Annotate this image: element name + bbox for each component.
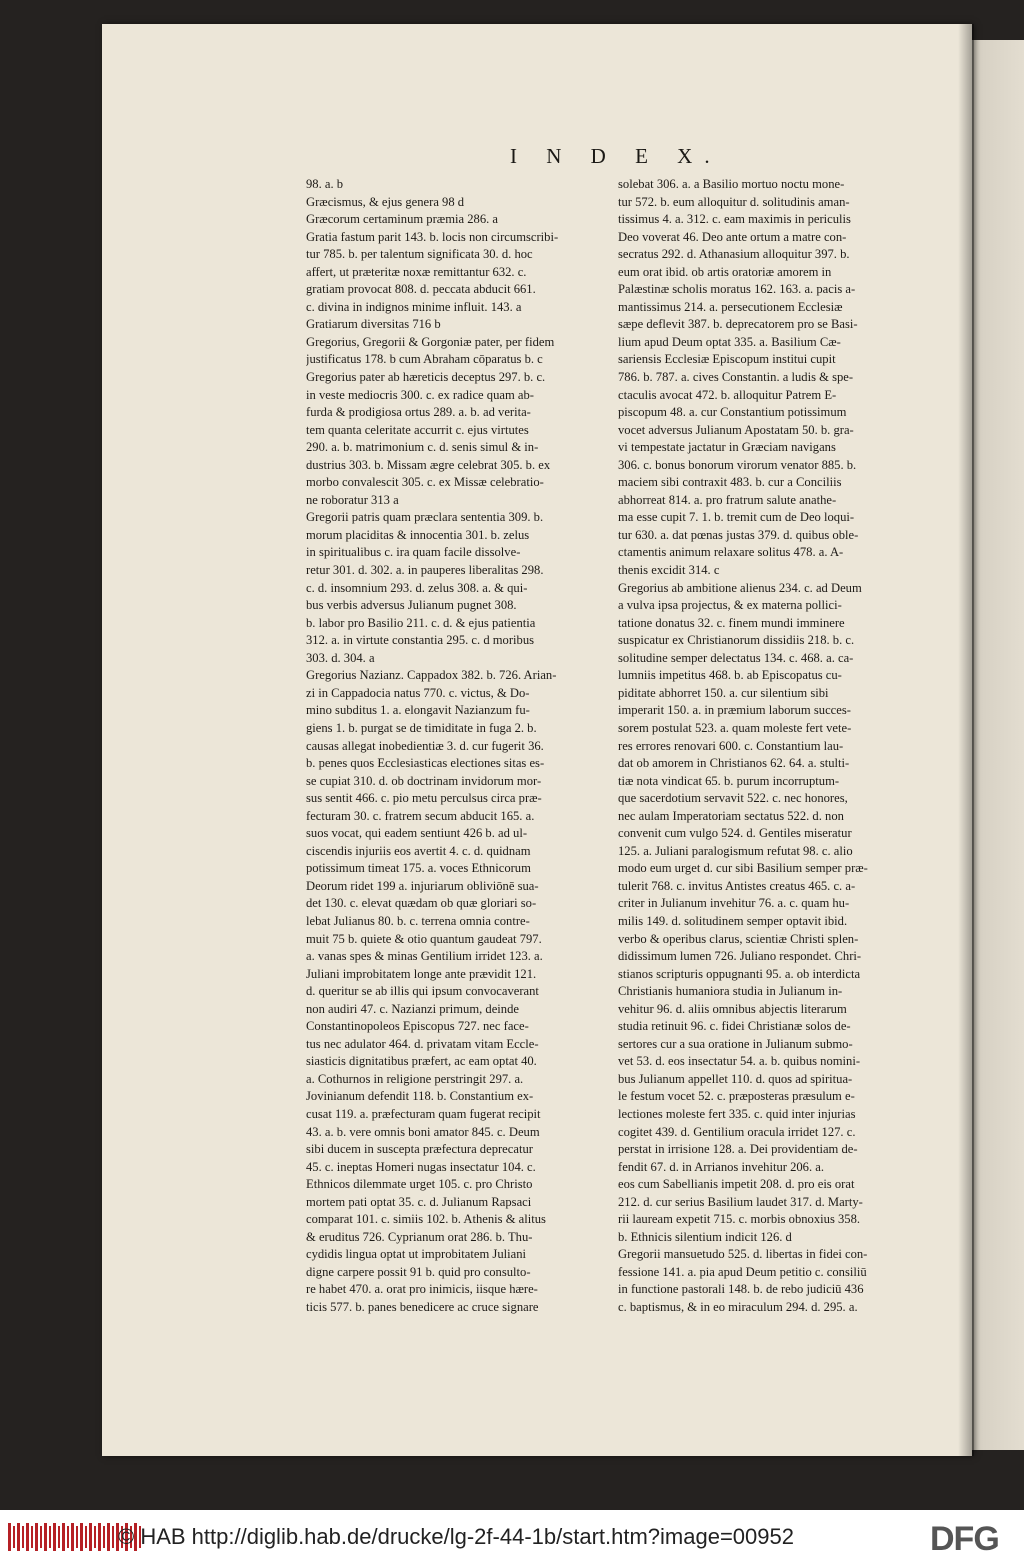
index-line: sertores cur a sua oratione in Julianum submo- xyxy=(618,1036,853,1051)
index-line: Ethnicos dilemmate urget 105. c. pro Christo xyxy=(306,1177,533,1192)
index-line: Gratiarum diversitas 716 b xyxy=(306,317,441,332)
index-line: giens 1. b. purgat se de timiditate in fuga 2. b. xyxy=(306,720,537,735)
index-line: a. vanas spes & minas Gentilium irridet 123. a. xyxy=(306,949,543,964)
index-line: sibi ducem in suscepta præfectura deprecatur xyxy=(306,1142,533,1157)
index-line: 98. a. b xyxy=(306,177,344,191)
index-line: tatione donatus 32. c. finem mundi imminere xyxy=(618,615,845,630)
index-line: piditate abhorret 150. a. cur silentium sibi xyxy=(618,685,829,700)
index-line: det 130. c. elevat quædam ob quæ gloriari so- xyxy=(306,896,537,911)
index-line: in functione pastorali 148. b. de rebo judiciū 436 xyxy=(618,1282,864,1297)
index-line: vi tempestate jactatur in Græciam navigans xyxy=(618,440,836,455)
index-line: in spiritualibus c. ira quam facile dissolve- xyxy=(306,545,521,560)
index-line: que sacerdotium servavit 522. c. nec honores, xyxy=(618,791,848,806)
index-line: dustrius 303. b. Missam ægre celebrat 305. b. ex xyxy=(306,457,551,472)
index-line: solebat 306. a. a Basilio mortuo noctu mone- xyxy=(618,177,845,191)
index-line: suos vocat, qui eadem sentiunt 426 b. ad ul- xyxy=(306,826,528,841)
index-line: verbo & operibus clarus, scientiæ Christi splen- xyxy=(618,931,859,946)
index-line: 212. d. cur serius Basilium laudet 317. d. Marty- xyxy=(618,1194,863,1209)
index-line: Græcismus, & ejus genera 98 d xyxy=(306,194,465,209)
index-line: d. queritur se ab illis qui ipsum convocaverant xyxy=(306,984,539,999)
index-column-right xyxy=(618,176,920,1317)
index-line: stianos scripturis oppugnanti 95. a. ob interdicta xyxy=(618,966,861,981)
index-line: modo eum urget d. cur sibi Basilium semper præ- xyxy=(618,861,868,876)
index-line: cusat 119. a. præfecturam quam fugerat recipit xyxy=(306,1106,541,1121)
index-line: res errores renovari 600. c. Constantium lau- xyxy=(618,738,844,753)
index-line: affert, ut præteritæ noxæ remittantur 632. c. xyxy=(306,264,527,279)
index-line: tur 785. b. per talentum significata 30. d. hoc xyxy=(306,247,533,262)
index-line: maciem sibi contraxit 483. b. cur a Conciliis xyxy=(618,475,842,490)
index-line: furda & prodigiosa ortus 289. a. b. ad verita- xyxy=(306,405,531,420)
index-line: convenit cum vulgo 524. d. Gentiles miseratur xyxy=(618,826,852,841)
index-line: Gregorius, Gregorii & Gorgoniæ pater, per fidem xyxy=(306,334,555,349)
index-line: vet 53. d. eos insectatur 54. a. b. quibus nomini- xyxy=(618,1054,861,1069)
index-line: retur 301. d. 302. a. in pauperes liberalitas 298. xyxy=(306,563,544,578)
index-line: criter in Julianum invehitur 76. a. c. quam hu- xyxy=(618,896,850,911)
index-line: morum placiditas & innocentia 301. b. zelus xyxy=(306,527,530,542)
index-line: Jovinianum defendit 118. b. Constantium ex- xyxy=(306,1089,534,1104)
index-line: comparat 101. c. simiis 102. b. Athenis & alitus xyxy=(306,1212,546,1227)
index-line: milis 149. d. solitudinem semper optavit ibid. xyxy=(618,913,848,928)
index-line: Gregorius Nazianz. Cappadox 382. b. 726. Arian- xyxy=(306,668,557,683)
index-line: didissimum lumen 726. Juliano respondet. Chri- xyxy=(618,949,862,964)
index-line: cogitet 439. d. Gentilium oracula irridet 127. c. xyxy=(618,1124,856,1139)
footer-bar xyxy=(0,1510,1024,1560)
index-line: fecturam 30. c. fratrem secum abducit 165. a. xyxy=(306,808,535,823)
index-line: sorem postulat 523. a. quam moleste fert vete- xyxy=(618,720,852,735)
index-line: tiæ nota vindicat 65. b. purum incorruptum- xyxy=(618,773,840,788)
index-line: Gregorii mansuetudo 525. d. libertas in fidei con- xyxy=(618,1247,868,1262)
index-line: bus Julianum appellet 110. d. quos ad spiritua- xyxy=(618,1071,853,1086)
index-line: morbo convalescit 305. c. ex Missæ celebratio- xyxy=(306,475,544,490)
index-line: gratiam provocat 808. d. peccata abducit 661. xyxy=(306,282,536,297)
index-line: cydidis lingua optat ut improbitatem Juliani xyxy=(306,1247,527,1262)
index-line: fessione 141. a. pia apud Deum petitio c. consiliū xyxy=(618,1264,867,1279)
index-line: mino subditus 1. a. elongavit Nazianzum fu- xyxy=(306,703,530,718)
index-line: Constantinopoleos Episcopus 727. nec face- xyxy=(306,1019,529,1034)
index-line: Gregorius ab ambitione alienus 234. c. ad Deum xyxy=(618,580,862,595)
index-line: Deorum ridet 199 a. injuriarum obliviōnē sua- xyxy=(306,878,539,893)
index-line: mortem pati optat 35. c. d. Julianum Rapsaci xyxy=(306,1194,532,1209)
index-line: ciscendis injuriis eos avertit 4. c. d. quidnam xyxy=(306,843,531,858)
index-line: Juliani improbitatem longe ante prævidit 121. xyxy=(306,966,537,981)
dfg-logo: DFG xyxy=(930,1520,999,1558)
index-line: lebat Julianus 80. b. c. terrena omnia contre- xyxy=(306,913,530,928)
index-line: lium apud Deum optat 335. a. Basilium Cæ- xyxy=(618,334,841,349)
index-line: solitudine semper delectatus 134. c. 468. a. ca- xyxy=(618,650,854,665)
copyright-link[interactable]: © HAB http://diglib.hab.de/drucke/lg-2f-44-1b/start.htm?image=00952 xyxy=(118,1524,794,1549)
index-line: & eruditus 726. Cyprianum orat 286. b. Thu- xyxy=(306,1229,533,1244)
index-line: suspicatur ex Christianorum dissidiis 218. b. c. xyxy=(618,633,855,648)
index-line: sæpe deflevit 387. b. deprecatorem pro se Basi- xyxy=(618,317,858,332)
index-line: mantissimus 214. a. persecutionem Ecclesiæ xyxy=(618,299,843,314)
index-line: le festum vocet 52. c. præposteras præsulum e- xyxy=(618,1089,855,1104)
index-line: vehitur 96. d. aliis omnibus abjectis literarum xyxy=(618,1001,847,1016)
index-line: thenis excidit 314. c xyxy=(618,563,720,578)
index-line: Gregorii patris quam præclara sententia 309. b. xyxy=(306,510,544,525)
index-line: secratus 292. d. Athanasium alloquitur 397. b. xyxy=(618,247,850,262)
index-line: eos cum Sabellianis impetit 208. d. pro eis orat xyxy=(618,1177,855,1192)
index-line: tus nec adulator 464. d. privatam vitam Eccle- xyxy=(306,1036,539,1051)
index-line: ma esse cupit 7. 1. b. tremit cum de Deo loqui- xyxy=(618,510,855,525)
index-line: Græcorum certaminum præmia 286. a xyxy=(306,212,499,227)
index-line: piscopum 48. a. cur Constantium potissimum xyxy=(618,405,847,420)
index-line: ticis 577. b. panes benedicere ac cruce signare xyxy=(306,1300,539,1314)
index-line: b. penes quos Ecclesiasticas electiones sitas es- xyxy=(306,756,545,771)
index-line: Christianis humaniora studia in Julianum in- xyxy=(618,984,843,999)
index-line: ne roboratur 313 a xyxy=(306,492,399,507)
index-line: 786. b. 787. a. cives Constantin. a ludis & spe- xyxy=(618,370,854,385)
index-line: in veste mediocris 300. c. ex radice quam ab- xyxy=(306,387,535,402)
index-line: zi in Cappadocia natus 770. c. victus, & Do- xyxy=(306,685,530,700)
page-header: I N D E X. xyxy=(510,144,722,168)
index-line: 290. a. b. matrimonium c. d. senis simul & in- xyxy=(306,440,539,455)
index-line: perstat in irrisione 128. a. Dei providentiam de- xyxy=(618,1142,858,1157)
gutter-shadow xyxy=(958,24,974,1456)
index-line: muit 75 b. quiete & otio quantum gaudeat 797. xyxy=(306,931,542,946)
index-line: c. divina in indignos minime influit. 143. a xyxy=(306,299,522,314)
index-line: 43. a. b. vere omnis boni amator 845. c. Deum xyxy=(306,1124,540,1139)
index-line: studia retinuit 96. c. fidei Christianæ solos de- xyxy=(618,1019,851,1034)
index-line: siasticis dignitatibus præfert, ac eam optat 40. xyxy=(306,1054,537,1069)
index-line: imperarit 150. a. in præmium laborum succes- xyxy=(618,703,851,718)
index-line: b. labor pro Basilio 211. c. d. & ejus patientia xyxy=(306,615,536,630)
index-line: sariensis Ecclesiæ Episcopum institui cupit xyxy=(618,352,836,367)
index-line: b. Ethnicis silentium indicit 126. d xyxy=(618,1229,792,1244)
index-line: ctaculis avocat 472. b. alloquitur Patrem E- xyxy=(618,387,837,402)
index-line: re habet 470. a. orat pro inimicis, iisque hære- xyxy=(306,1282,538,1297)
index-line: c. d. insomnium 293. d. zelus 308. a. & qui- xyxy=(306,580,528,595)
index-line: tur 572. b. eum alloquitur d. solitudinis aman- xyxy=(618,194,850,209)
index-line: 45. c. ineptas Homeri nugas insectatur 104. c. xyxy=(306,1159,536,1174)
index-line: Gregorius pater ab hæreticis deceptus 297. b. c. xyxy=(306,370,546,385)
index-line: a vulva ipsa projectus, & ex materna pollici- xyxy=(618,598,842,613)
index-line: 125. a. Juliani paralogismum refutat 98. c. alio xyxy=(618,843,853,858)
index-line: Gratia fastum parit 143. b. locis non circumscribi- xyxy=(306,229,559,244)
index-line: se cupiat 310. d. ob doctrinam invidorum mor- xyxy=(306,773,542,788)
index-line: causas allegat inobedientiæ 3. d. cur fugerit 36. xyxy=(306,738,544,753)
index-line: ctamentis animum relaxare solitus 478. a. A- xyxy=(618,545,844,560)
index-line: digne carpere possit 91 b. quid pro consulto- xyxy=(306,1264,531,1279)
index-line: bus verbis adversus Julianum pugnet 308. xyxy=(306,598,517,613)
index-line: dat ob amorem in Christianos 62. 64. a. stulti- xyxy=(618,756,850,771)
index-line: abhorreat 814. a. pro fratrum salute anathe- xyxy=(618,492,837,507)
index-line: lectiones moleste fert 335. c. quid inter injurias xyxy=(618,1106,856,1121)
index-line: vocet adversus Julianum Apostatam 50. b. gra- xyxy=(618,422,854,437)
index-line: lumniis impetitus 468. b. ab Episcopatus cu- xyxy=(618,668,842,683)
index-line: rii lauream expetit 715. c. morbis obnoxius 358. xyxy=(618,1212,861,1227)
index-line: Palæstinæ scholis moratus 162. 163. a. pacis a- xyxy=(618,282,856,297)
index-line: potissimum timeat 175. a. voces Ethnicorum xyxy=(306,861,531,876)
index-line: tissimus 4. a. 312. c. eam maximis in periculis xyxy=(618,212,851,227)
index-line: 303. d. 304. a xyxy=(306,650,375,665)
index-line: tulerit 768. c. invitus Antistes creatus 465. c. a- xyxy=(618,878,856,893)
index-line: a. Cothurnos in religione perstringit 297. a. xyxy=(306,1071,524,1086)
index-line: non audiri 47. c. Nazianzi primum, deinde xyxy=(306,1001,519,1016)
index-column-left xyxy=(306,176,606,1317)
index-line: tem quanta celeritate accurrit c. ejus virtutes xyxy=(306,422,529,437)
index-line: Deo voverat 46. Deo ante ortum a matre con- xyxy=(618,229,847,244)
index-line: eum orat ibid. ob artis oratoriæ amorem in xyxy=(618,264,832,279)
index-line: 312. a. in virtute constantia 295. c. d moribus xyxy=(306,633,535,648)
index-line: 306. c. bonus bonorum virorum venator 885. b. xyxy=(618,457,857,472)
next-page-edge xyxy=(966,40,1024,1450)
index-line: fendit 67. d. in Arrianos invehitur 206. a. xyxy=(618,1159,825,1174)
index-line: c. baptismus, & in eo miraculum 294. d. 295. a. xyxy=(618,1300,858,1314)
index-line: justificatus 178. b cum Abraham cōparatus b. c xyxy=(306,352,543,367)
index-line: tur 630. a. dat pœnas justas 379. d. quibus oble- xyxy=(618,527,859,542)
index-line: nec aulam Imperatoriam sectatus 522. d. non xyxy=(618,808,844,823)
index-line: sus sentit 466. c. pio metu perculsus circa præ- xyxy=(306,791,542,806)
